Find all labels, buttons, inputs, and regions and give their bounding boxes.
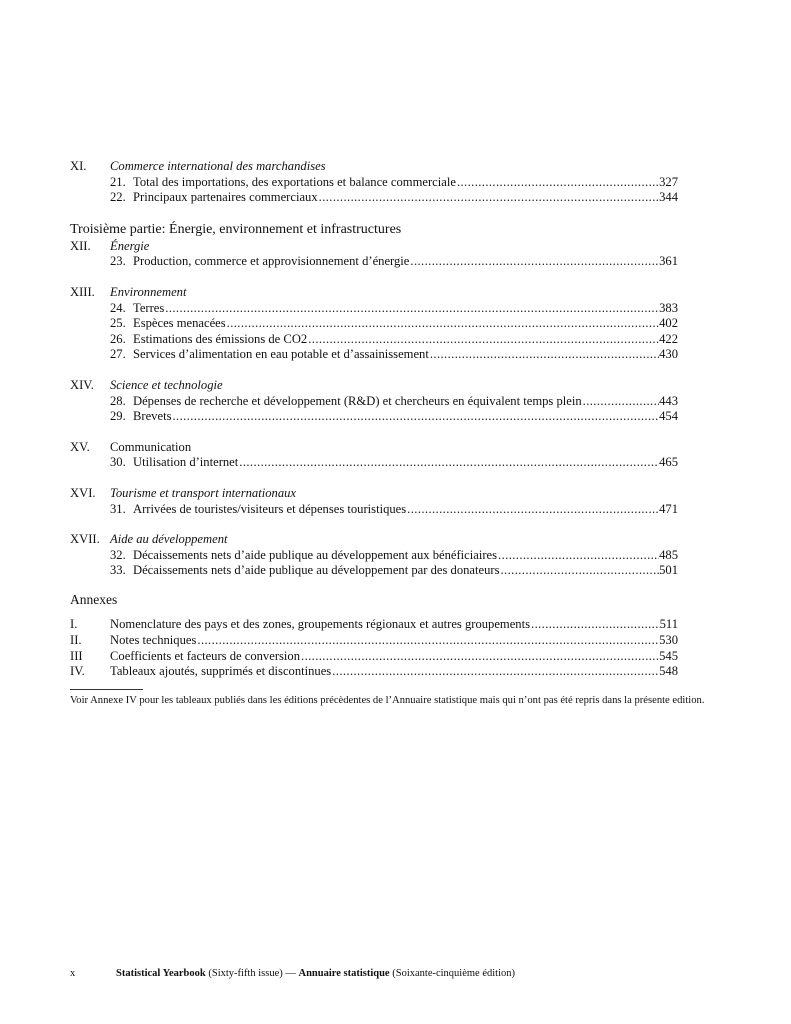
section-title: Science et technologie [110, 377, 223, 392]
dot-leader [331, 664, 659, 680]
section-numeral: XIV. [70, 377, 94, 392]
footnote-rule [70, 689, 143, 690]
dot-leader [300, 649, 659, 665]
toc-section [70, 159, 678, 206]
toc-entry[interactable] [70, 409, 678, 425]
entry-number: 29. [110, 409, 126, 424]
toc-section [70, 486, 678, 517]
footer-fr-issue: (Soixante-cinquième édition) [389, 968, 515, 979]
dot-leader [500, 563, 660, 579]
toc-entry[interactable] [70, 316, 678, 332]
section-numeral: XI. [70, 159, 87, 173]
section-title: Communication [110, 439, 192, 454]
toc-entry[interactable] [70, 190, 678, 206]
toc-section [70, 239, 678, 270]
entry-page: 454 [659, 409, 678, 424]
section-numeral: XV. [70, 439, 90, 454]
entry-title: Utilisation d’internet [133, 455, 239, 470]
entry-title: Arrivées de touristes/visiteurs et dépenses touristiques [133, 501, 407, 516]
entry-page: 465 [659, 455, 678, 470]
section-title: Énergie [110, 238, 150, 253]
annex-page: 548 [659, 664, 678, 679]
dot-leader [429, 347, 659, 363]
dot-leader [318, 190, 659, 206]
entry-page: 430 [659, 347, 678, 362]
entry-title: Principaux partenaires commerciaux [133, 190, 318, 205]
entry-number: 33. [110, 563, 126, 578]
annex-entry[interactable] [70, 633, 678, 649]
part-2-tail [70, 159, 678, 206]
annex-entry[interactable] [70, 649, 678, 665]
entry-number: 24. [110, 300, 126, 315]
toc-section [70, 440, 678, 471]
entry-page: 344 [659, 190, 678, 205]
toc-entry[interactable] [70, 301, 678, 317]
section-title: Environnement [110, 284, 187, 299]
entry-title: Dépenses de recherche et développement (R&D) et chercheurs en équivalent temps plein [133, 393, 582, 408]
annex-page: 511 [659, 617, 678, 632]
toc-section [70, 285, 678, 363]
dot-leader [582, 394, 659, 410]
part-3-sections [70, 239, 678, 579]
entry-title: Brevets [133, 409, 172, 424]
dot-leader [171, 409, 659, 425]
dot-leader [456, 175, 659, 191]
section-title: Aide au développement [110, 532, 228, 547]
entry-number: 25. [110, 316, 126, 331]
dot-leader [497, 548, 659, 564]
entry-number: 32. [110, 547, 126, 562]
toc-entry[interactable] [70, 502, 678, 518]
dot-leader [530, 617, 660, 633]
entry-title: Décaissements nets d’aide publique au développement aux bénéficiaires [133, 547, 498, 562]
page-footer [70, 968, 515, 979]
toc-entry[interactable] [70, 347, 678, 363]
annex-title: Tableaux ajoutés, supprimés et discontinues [110, 664, 332, 679]
annex-title: Notes techniques [110, 633, 197, 648]
section-numeral: XVII. [70, 532, 100, 547]
entry-title: Espèces menacées [133, 316, 226, 331]
annex-page: 545 [659, 648, 678, 663]
annex-numeral: II. [70, 633, 82, 648]
entry-number: 31. [110, 501, 126, 516]
page-number: x [70, 968, 76, 979]
annex-entry[interactable] [70, 617, 678, 633]
section-numeral: XII. [70, 238, 91, 253]
annex-numeral: IV. [70, 664, 85, 679]
footnote: Voir Annexe IV pour les tableaux publiés dans les éditions précèdentes de l’Annuaire statistique mais qui n’ont pas été repris dans la présente edition. [70, 694, 705, 706]
annex-title: Nomenclature des pays et des zones, groupements régionaux et autres groupements [110, 617, 531, 632]
entry-page: 361 [659, 254, 678, 269]
dot-leader [226, 316, 659, 332]
annex-entry[interactable] [70, 664, 678, 680]
section-numeral: XIII. [70, 284, 95, 299]
dot-leader [196, 633, 659, 649]
section-title: Commerce international des marchandises [110, 159, 326, 173]
toc-section [70, 532, 678, 579]
dot-leader [406, 502, 659, 518]
section-heading [70, 378, 678, 394]
section-numeral: XVI. [70, 485, 96, 500]
footer-fr-title: Annuaire statistique [298, 968, 390, 979]
section-heading [70, 440, 678, 456]
annexes-title: Annexes [70, 591, 118, 607]
toc-entry[interactable] [70, 455, 678, 471]
entry-number: 21. [110, 174, 126, 189]
annex-title: Coefficients et facteurs de conversion [110, 648, 301, 663]
section-heading [70, 486, 678, 502]
toc-section [70, 378, 678, 425]
entry-title: Estimations des émissions de CO2 [133, 331, 308, 346]
entry-page: 471 [659, 501, 678, 516]
dot-leader [307, 332, 659, 348]
toc-entry[interactable] [70, 563, 678, 579]
entry-title: Production, commerce et approvisionnement d’énergie [133, 254, 410, 269]
entry-page: 422 [659, 331, 678, 346]
annex-numeral: I. [70, 617, 78, 632]
dot-leader [238, 455, 659, 471]
section-heading [70, 285, 678, 301]
footer-en-title: Statistical Yearbook [116, 968, 206, 979]
toc-entry[interactable] [70, 175, 678, 191]
footer-en-issue: (Sixty-fifth issue) — [205, 968, 299, 979]
dot-leader [164, 301, 659, 317]
entry-page: 327 [659, 174, 678, 189]
annex-numeral: III [70, 648, 83, 663]
section-heading [70, 532, 678, 548]
entry-page: 501 [659, 563, 678, 578]
entry-title: Terres [133, 300, 165, 315]
entry-title: Services d’alimentation en eau potable et d’assainissement [133, 347, 429, 362]
entry-page: 485 [659, 547, 678, 562]
toc-entry[interactable] [70, 332, 678, 348]
part-3-title: Troisième partie: Énergie, environnement et infrastructures [70, 221, 402, 237]
entry-number: 26. [110, 331, 126, 346]
dot-leader [409, 254, 659, 270]
entry-page: 402 [659, 316, 678, 331]
table-of-contents [70, 159, 705, 707]
entry-number: 28. [110, 393, 126, 408]
section-heading [70, 239, 678, 255]
entry-title: Total des importations, des exportations et balance commerciale [133, 174, 456, 189]
entry-title: Décaissements nets d’aide publique au développement par des donateurs [133, 563, 500, 578]
entry-page: 443 [659, 393, 678, 408]
entry-number: 23. [110, 254, 126, 269]
toc-entry[interactable] [70, 548, 678, 564]
toc-entry[interactable] [70, 254, 678, 270]
annexes-list [70, 617, 678, 679]
entry-page: 383 [659, 300, 678, 315]
entry-number: 27. [110, 347, 126, 362]
section-title: Tourisme et transport internationaux [110, 485, 297, 500]
entry-number: 30. [110, 455, 126, 470]
toc-entry[interactable] [70, 394, 678, 410]
annex-page: 530 [659, 633, 678, 648]
entry-number: 22. [110, 190, 126, 205]
section-heading [70, 159, 678, 175]
